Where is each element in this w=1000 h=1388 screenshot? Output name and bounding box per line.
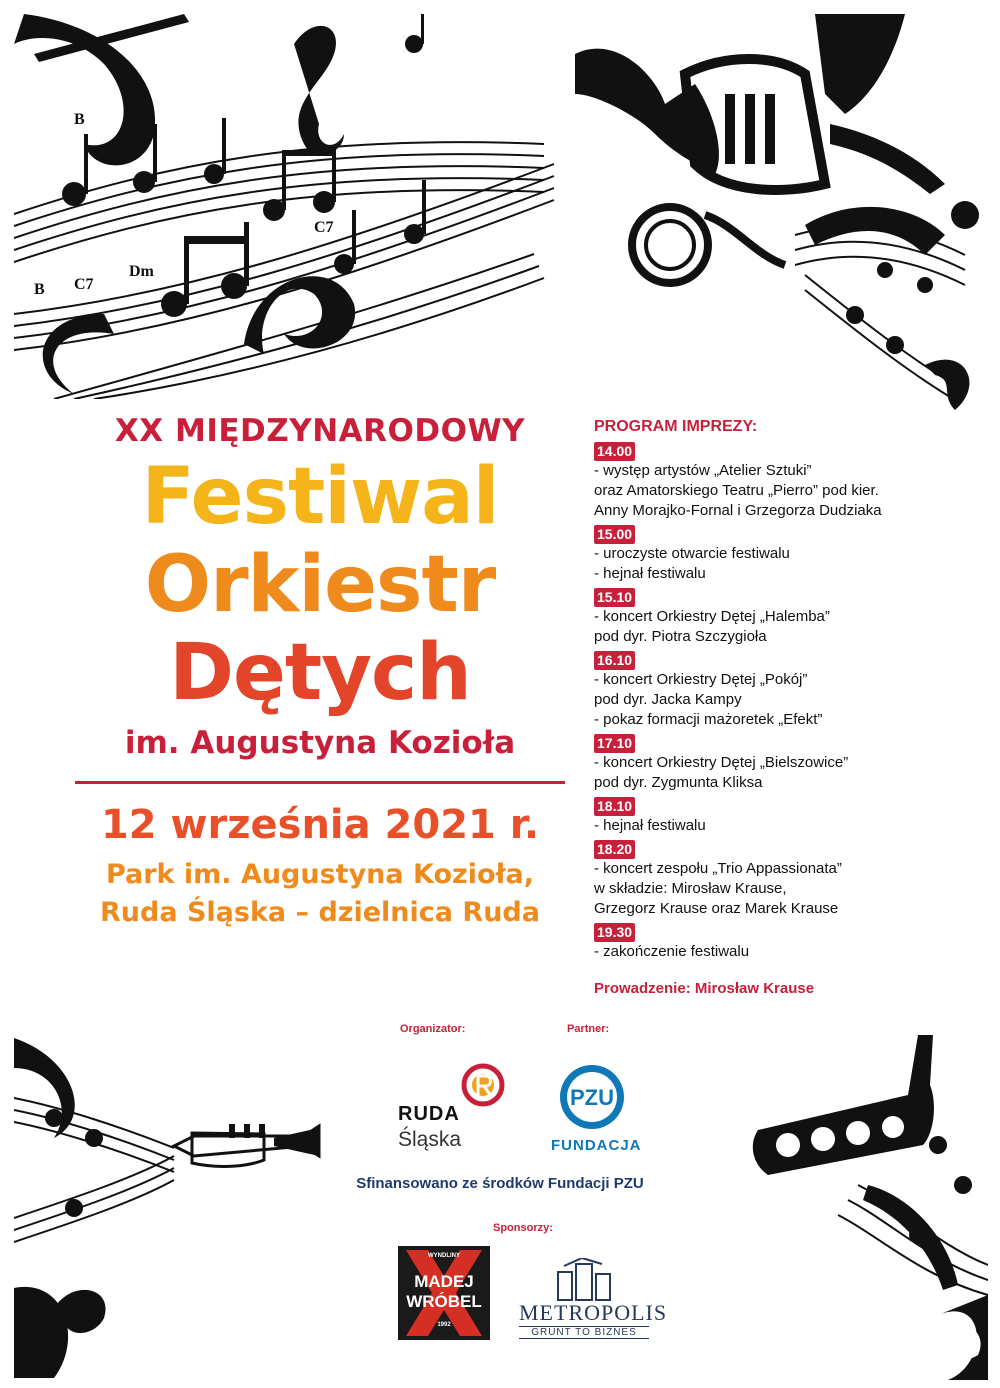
svg-text:B: B (34, 281, 45, 298)
program-line: oraz Amatorskiego Teatru „Pierro” pod kier. (594, 482, 879, 499)
program-line: pod dyr. Piotra Szczygioła (594, 628, 767, 645)
program-line: - koncert Orkiestry Dętej „Bielszowice” (594, 754, 849, 771)
festival-edition: XX MIĘDZYNARODOWY (114, 413, 526, 449)
time-badge: 15.10 (594, 588, 635, 607)
program-slot (594, 923, 984, 962)
svg-text:B: B (74, 111, 85, 128)
time-badge: 17.10 (594, 734, 635, 753)
divider (75, 781, 565, 784)
time-badge: 15.00 (594, 525, 635, 544)
program-slot (594, 588, 984, 647)
sponsors-label: Sponsorzy: (493, 1222, 553, 1234)
trumpet-icon (14, 1038, 324, 1378)
program-slot (594, 797, 984, 836)
program-slot (594, 840, 984, 919)
festival-place-line1: Park im. Augustyna Kozioła, (105, 859, 535, 890)
fundacja-word: FUNDACJA (551, 1137, 642, 1154)
festival-title-block (50, 405, 590, 932)
pzu-logo-text: PZU (570, 1085, 614, 1110)
festival-title-line2: Orkiestr (144, 540, 496, 630)
time-badge: 19.30 (594, 923, 635, 942)
program-line: - koncert Orkiestry Dętej „Halemba” (594, 608, 830, 625)
festival-title-line3: Dętych (169, 628, 471, 718)
mw-line1: MADEJ (414, 1272, 474, 1291)
metropolis-name: METROPOLIS (519, 1300, 668, 1325)
festival-title-line1: Festiwal (141, 452, 499, 542)
mw-line2: WRÓBEL (406, 1292, 482, 1311)
pzu-logo-icon (557, 1062, 627, 1132)
program-line: - pokaz formacji mażoretek „Efekt” (594, 711, 823, 728)
program-slot (594, 442, 984, 521)
metropolis-logo-icon (552, 1258, 616, 1302)
program-slot (594, 651, 984, 730)
ruda-word: RUDA (398, 1103, 460, 1125)
festival-place (50, 856, 590, 932)
program-schedule (594, 418, 984, 966)
time-badge: 14.00 (594, 442, 635, 461)
program-line: - zakończenie festiwalu (594, 943, 750, 960)
program-line: w składzie: Mirosław Krause, (594, 880, 787, 897)
svg-text:Dm: Dm (129, 263, 154, 280)
french-horn-icon (625, 195, 985, 425)
festival-patron: im. Augustyna Kozioła (124, 725, 516, 761)
ruda-slaska-logo-icon (460, 1062, 506, 1108)
program-slot (594, 525, 984, 584)
program-line: - koncert zespołu „Trio Appassionata” (594, 860, 842, 877)
program-line: - hejnał festiwalu (594, 565, 706, 582)
music-notes-decoration-icon (14, 14, 574, 399)
svg-text:C7: C7 (314, 219, 334, 236)
program-line: Anny Morajko-Fornal i Grzegorza Dudziaka (594, 502, 882, 519)
time-badge: 18.20 (594, 840, 635, 859)
metropolis-tagline: GRUNT TO BIZNES (519, 1326, 649, 1339)
program-line: pod dyr. Zygmunta Kliksa (594, 774, 763, 791)
time-badge: 18.10 (594, 797, 635, 816)
program-line: Grzegorz Krause oraz Marek Krause (594, 900, 839, 917)
program-slot (594, 734, 984, 793)
organizer-label: Organizator: (400, 1023, 466, 1035)
program-line: - koncert Orkiestry Dętej „Pokój” (594, 671, 808, 688)
program-line: - występ artystów „Atelier Sztuki” (594, 462, 812, 479)
partner-label: Partner: (567, 1023, 610, 1035)
mw-year: 1992 (437, 1322, 451, 1328)
festival-date: 12 września 2021 r. (100, 802, 540, 848)
program-line: - hejnał festiwalu (594, 817, 706, 834)
program-host: Prowadzenie: Mirosław Krause (594, 980, 815, 997)
madej-wrobel-logo-icon (398, 1246, 490, 1340)
program-line: pod dyr. Jacka Kampy (594, 691, 742, 708)
program-title: PROGRAM IMPREZY: (594, 418, 758, 435)
svg-text:C7: C7 (74, 276, 94, 293)
program-line: - uroczyste otwarcie festiwalu (594, 545, 790, 562)
saxophone-icon (748, 1035, 988, 1380)
festival-place-line2: Ruda Śląska – dzielnica Ruda (100, 897, 540, 928)
mw-top-text: WYNDLINY (428, 1253, 460, 1259)
slaska-word: Śląska (398, 1128, 462, 1151)
time-badge: 16.10 (594, 651, 635, 670)
funded-note: Sfinansowano ze środków Fundacji PZU (356, 1175, 644, 1192)
